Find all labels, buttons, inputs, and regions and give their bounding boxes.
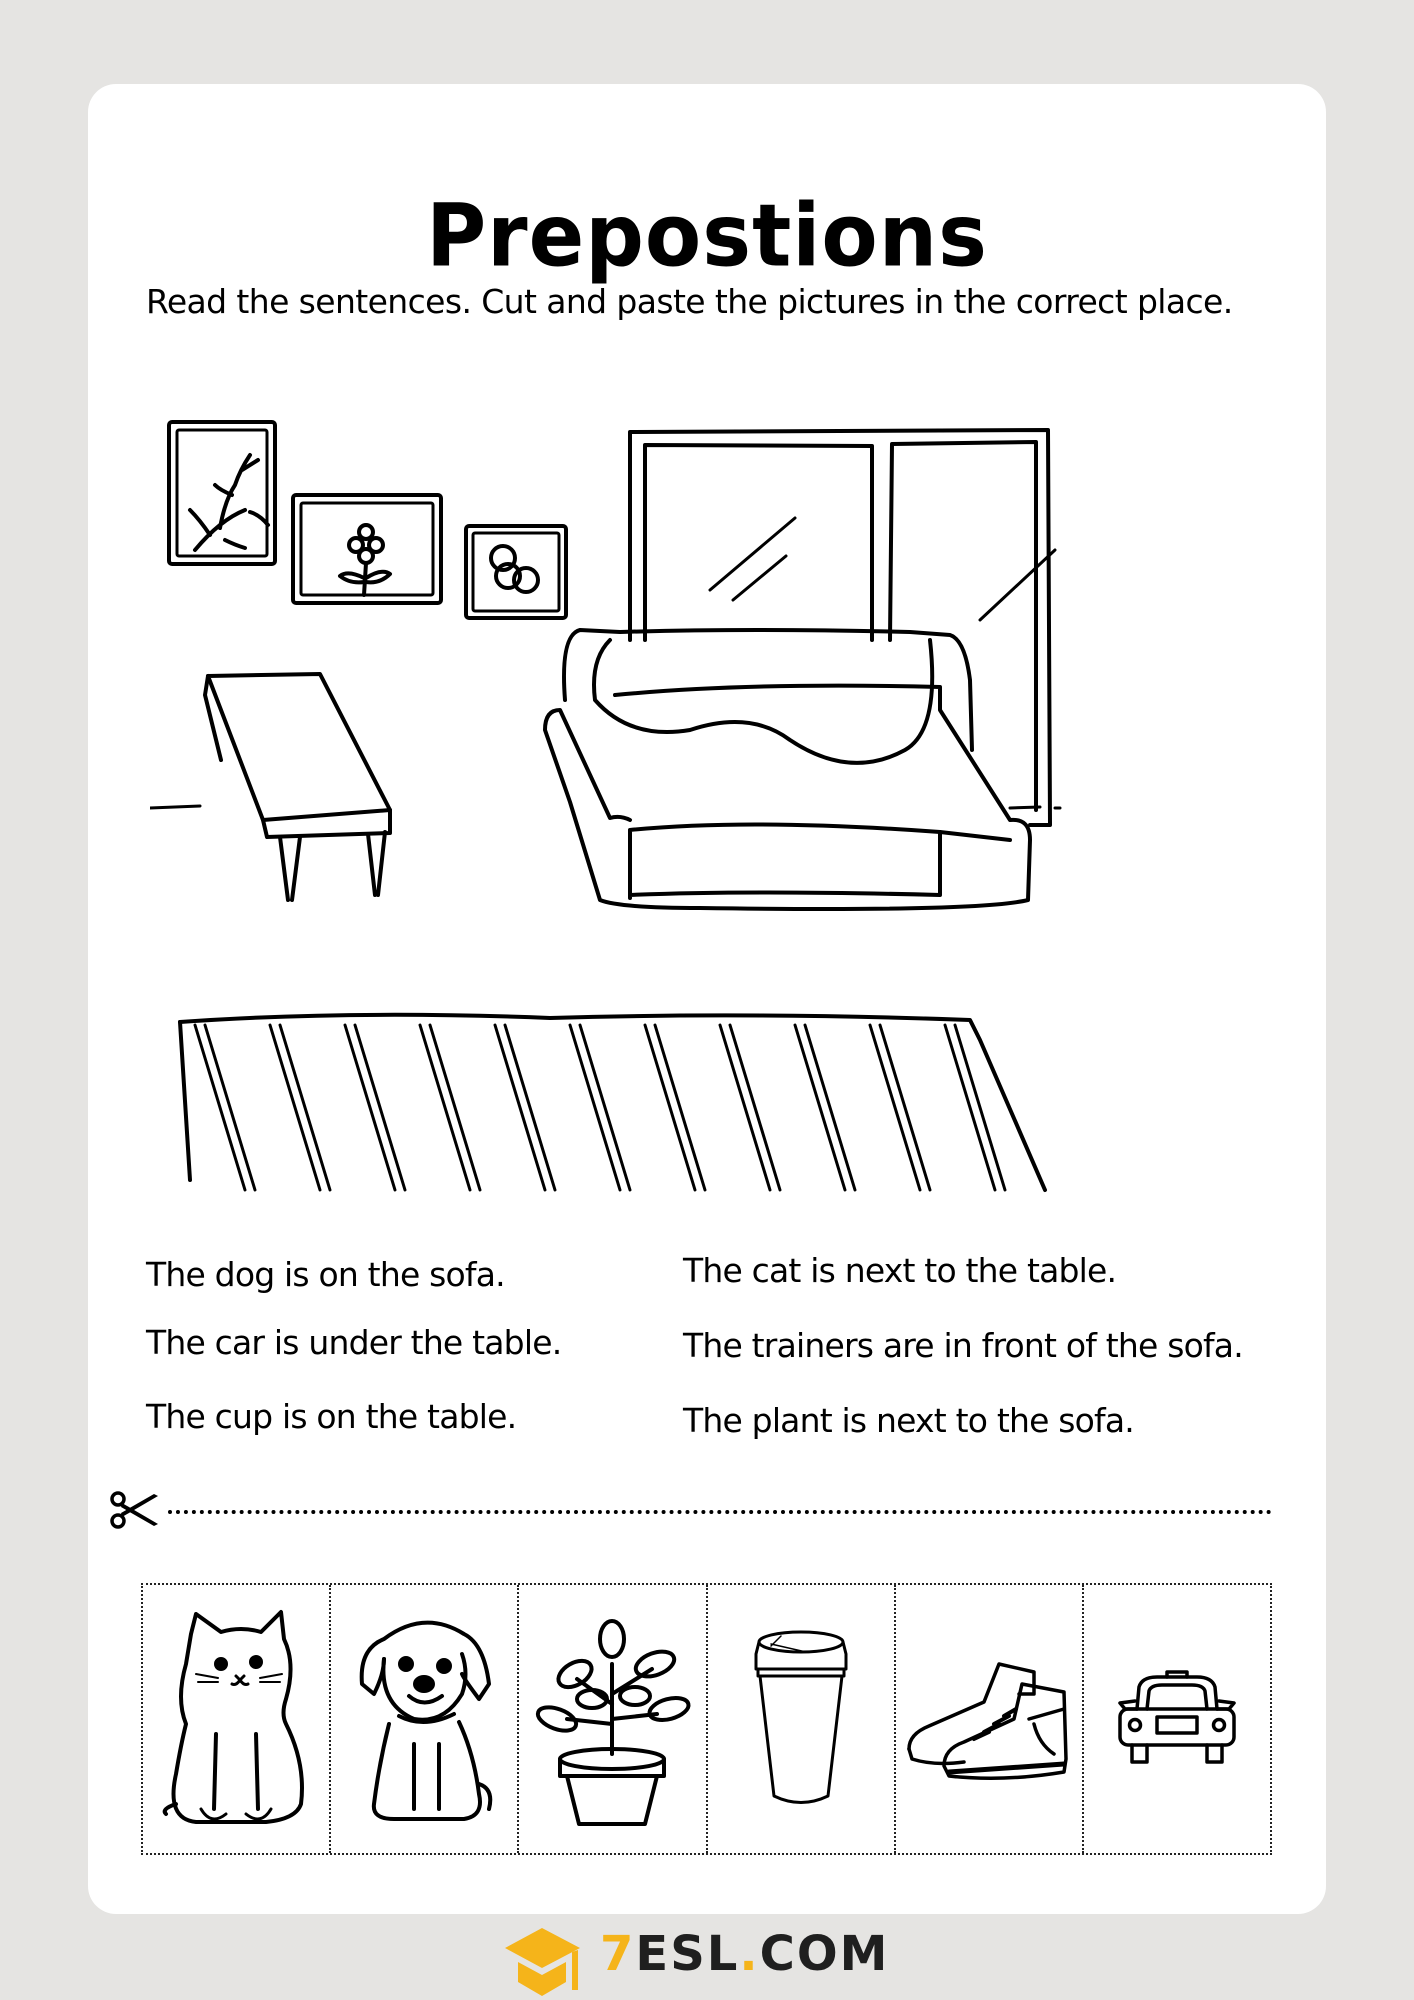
living-room-scene	[150, 400, 1270, 1200]
sentence-right-1: The cat is next to the table.	[683, 1251, 1117, 1290]
sentence-left-1: The dog is on the sofa.	[146, 1255, 505, 1294]
sofa	[545, 630, 1030, 909]
brand-com: COM	[759, 1926, 890, 1982]
brand-seven: 7	[600, 1926, 636, 1982]
instructions-text: Read the sentences. Cut and paste the pictures in the correct place.	[146, 282, 1233, 321]
sentence-right-3: The plant is next to the sofa.	[683, 1401, 1134, 1440]
dog-icon	[344, 1604, 504, 1834]
cutout-grid	[141, 1583, 1272, 1855]
car-icon	[1117, 1669, 1237, 1769]
cutout-plant[interactable]	[519, 1585, 707, 1853]
picture-frame-branch	[169, 422, 275, 564]
brand-dot: .	[739, 1926, 760, 1982]
scissors-icon	[108, 1488, 168, 1532]
dotted-cut-line	[168, 1510, 1272, 1514]
window	[630, 430, 1055, 825]
picture-frame-circles	[466, 526, 566, 618]
worksheet-title: Prepostions	[426, 186, 988, 287]
brand-esl: ESL	[635, 1926, 740, 1982]
picture-frame-flower	[293, 495, 441, 603]
cut-line[interactable]	[108, 1488, 1278, 1532]
cutout-car[interactable]	[1084, 1585, 1270, 1853]
brand-logo[interactable]	[500, 1920, 920, 2000]
sentence-left-3: The cup is on the table.	[146, 1397, 517, 1436]
graduation-cap-icon	[500, 1920, 590, 2000]
sentence-right-2: The trainers are in front of the sofa.	[683, 1326, 1243, 1365]
cup-icon	[746, 1624, 856, 1814]
sentence-left-2: The car is under the table.	[146, 1323, 562, 1362]
rug	[180, 1015, 1045, 1190]
plant-icon	[527, 1604, 697, 1834]
brand-name	[600, 1926, 889, 1982]
cutout-cup[interactable]	[708, 1585, 896, 1853]
cutout-cat[interactable]	[143, 1585, 331, 1853]
cat-icon	[156, 1604, 316, 1834]
cutout-trainers[interactable]	[896, 1585, 1084, 1853]
trainers-icon	[904, 1654, 1074, 1784]
cutout-dog[interactable]	[331, 1585, 519, 1853]
